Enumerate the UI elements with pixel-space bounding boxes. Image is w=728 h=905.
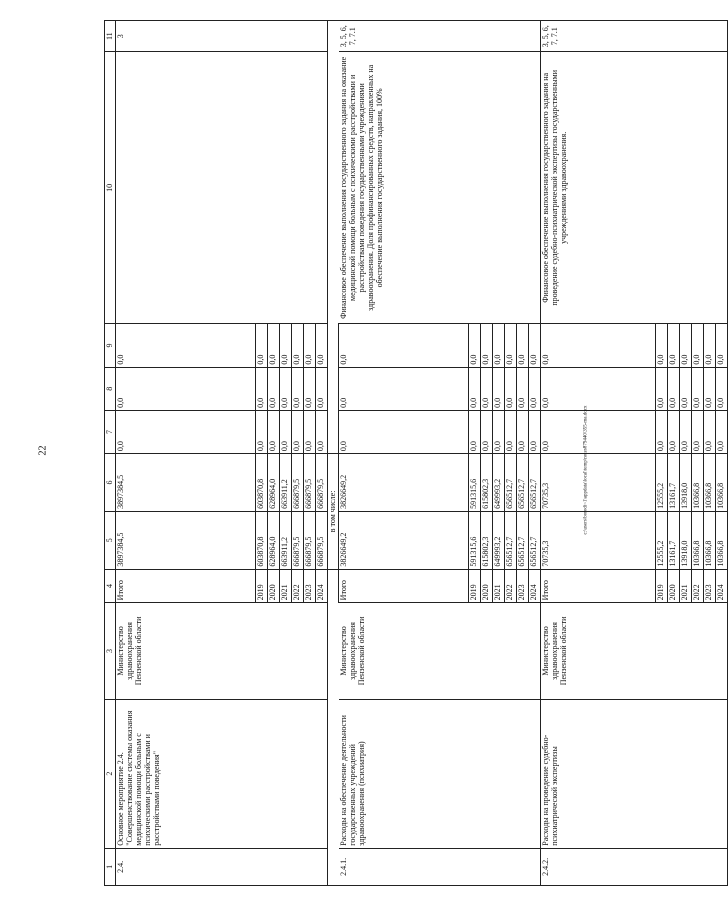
amount-cell: 0,0 xyxy=(541,367,656,410)
amount-cell: 591315,6 xyxy=(469,454,481,512)
activity-number: 2.4.1. xyxy=(339,848,541,885)
amount-cell: 0,0 xyxy=(493,324,505,367)
amount-cell: 649993,2 xyxy=(493,454,505,512)
amount-cell: 656512,7 xyxy=(505,511,517,569)
amount-cell: 0,0 xyxy=(517,324,529,367)
subheading-label: в том числе: xyxy=(328,454,339,569)
year-cell: 2021 xyxy=(493,569,505,603)
amount-cell: 0,0 xyxy=(481,367,493,410)
year-cell: Итого xyxy=(339,569,469,603)
indicator-numbers: 3, 5, 6, 7, 7.1 xyxy=(541,21,728,52)
activity-number: 2.4. xyxy=(116,848,328,885)
year-cell: 2024 xyxy=(529,569,541,603)
amount-cell: 603870,8 xyxy=(256,454,268,512)
amount-cell: 656512,7 xyxy=(529,511,541,569)
amount-cell: 0,0 xyxy=(680,367,692,410)
amount-cell: 0,0 xyxy=(517,367,529,410)
year-cell: Итого xyxy=(541,569,656,603)
year-cell: 2019 xyxy=(656,569,668,603)
amount-cell: 0,0 xyxy=(256,367,268,410)
amount-cell: 0,0 xyxy=(692,410,704,453)
amount-cell: 0,0 xyxy=(505,324,517,367)
amount-cell: 615802,3 xyxy=(481,511,493,569)
year-cell: 2024 xyxy=(316,569,328,603)
amount-cell: 0,0 xyxy=(268,324,280,367)
executor-name: Министерство здравоохранения Пензенской области xyxy=(339,603,541,699)
table-row xyxy=(339,21,469,886)
amount-cell: 3826649,2 xyxy=(339,454,469,512)
amount-cell: 10366,8 xyxy=(704,511,716,569)
amount-cell: 0,0 xyxy=(292,367,304,410)
amount-cell: 603870,8 xyxy=(256,511,268,569)
executor-name: Министерство здравоохранения Пензенской области xyxy=(541,603,728,699)
year-cell: 2020 xyxy=(268,569,280,603)
year-cell: 2019 xyxy=(469,569,481,603)
amount-cell: 666879,5 xyxy=(316,511,328,569)
year-cell: 2021 xyxy=(280,569,292,603)
amount-cell: 0,0 xyxy=(656,324,668,367)
amount-cell: 0,0 xyxy=(656,410,668,453)
amount-cell: 0,0 xyxy=(680,324,692,367)
expected-result xyxy=(116,52,328,324)
amount-cell: 3897384,5 xyxy=(116,454,256,512)
column-number: 4 xyxy=(105,569,116,603)
amount-cell: 663911,2 xyxy=(280,454,292,512)
amount-cell: 666879,5 xyxy=(292,511,304,569)
amount-cell: 0,0 xyxy=(704,324,716,367)
amount-cell: 0,0 xyxy=(316,324,328,367)
amount-cell: 656512,7 xyxy=(505,454,517,512)
amount-cell: 0,0 xyxy=(316,367,328,410)
amount-cell: 0,0 xyxy=(493,410,505,453)
amount-cell: 0,0 xyxy=(505,410,517,453)
column-number-row xyxy=(105,21,116,886)
amount-cell: 666879,5 xyxy=(316,454,328,512)
amount-cell: 10366,8 xyxy=(692,454,704,512)
amount-cell: 0,0 xyxy=(469,324,481,367)
page-number: 22 xyxy=(37,445,49,456)
amount-cell: 0,0 xyxy=(692,324,704,367)
amount-cell: 3897384,5 xyxy=(116,511,256,569)
amount-cell: 0,0 xyxy=(716,367,728,410)
amount-cell: 656512,7 xyxy=(529,454,541,512)
amount-cell: 10366,8 xyxy=(716,511,728,569)
amount-cell: 0,0 xyxy=(339,410,469,453)
amount-cell: 0,0 xyxy=(316,410,328,453)
year-cell: 2020 xyxy=(668,569,680,603)
column-number: 7 xyxy=(105,410,116,453)
indicator-numbers: 3, 5, 6, 7, 7.1 xyxy=(339,21,541,52)
year-cell: Итого xyxy=(116,569,256,603)
amount-cell: 0,0 xyxy=(704,367,716,410)
table-row xyxy=(541,21,656,886)
amount-cell: 591315,6 xyxy=(469,511,481,569)
activity-name: Расходы на обеспечение деятельности государственных учреждений здравоохранения (психиатрия) xyxy=(339,699,541,848)
amount-cell: 0,0 xyxy=(481,410,493,453)
amount-cell: 0,0 xyxy=(469,410,481,453)
amount-cell: 0,0 xyxy=(280,367,292,410)
amount-cell: 0,0 xyxy=(529,410,541,453)
year-cell: 2022 xyxy=(692,569,704,603)
amount-cell: 70735,3 xyxy=(541,454,656,512)
amount-cell: 628964,0 xyxy=(268,454,280,512)
year-cell: 2022 xyxy=(292,569,304,603)
amount-cell: 13161,7 xyxy=(668,454,680,512)
amount-cell: 666879,5 xyxy=(304,454,316,512)
table-row xyxy=(116,21,256,886)
amount-cell: 0,0 xyxy=(668,367,680,410)
subheading-spacer xyxy=(328,21,339,454)
year-cell: 2020 xyxy=(481,569,493,603)
expected-result: Финансовое обеспечение выполнения государственного задания на проведение судебно-психиатрической экспертизы государственными учреждениями здравоохранения. xyxy=(541,52,728,324)
amount-cell: 0,0 xyxy=(304,324,316,367)
amount-cell: 0,0 xyxy=(529,367,541,410)
amount-cell: 0,0 xyxy=(541,410,656,453)
column-number: 6 xyxy=(105,454,116,512)
amount-cell: 666879,5 xyxy=(304,511,316,569)
year-cell: 2023 xyxy=(304,569,316,603)
amount-cell: 0,0 xyxy=(292,324,304,367)
amount-cell: 0,0 xyxy=(280,324,292,367)
amount-cell: 0,0 xyxy=(304,367,316,410)
amount-cell: 0,0 xyxy=(268,367,280,410)
amount-cell: 0,0 xyxy=(256,324,268,367)
footer-file-path: c:\users\borodi~1\appdata\local\temp\notes879440\355-ma.docx xyxy=(583,405,589,535)
amount-cell: 0,0 xyxy=(680,410,692,453)
amount-cell: 0,0 xyxy=(268,410,280,453)
year-cell: 2022 xyxy=(505,569,517,603)
amount-cell: 13161,7 xyxy=(668,511,680,569)
amount-cell: 12555,2 xyxy=(656,454,668,512)
amount-cell: 0,0 xyxy=(541,324,656,367)
column-number: 10 xyxy=(105,52,116,324)
amount-cell: 666879,5 xyxy=(292,454,304,512)
amount-cell: 0,0 xyxy=(668,410,680,453)
amount-cell: 0,0 xyxy=(339,324,469,367)
amount-cell: 0,0 xyxy=(493,367,505,410)
amount-cell: 0,0 xyxy=(116,410,256,453)
amount-cell: 0,0 xyxy=(256,410,268,453)
amount-cell: 649993,2 xyxy=(493,511,505,569)
amount-cell: 656512,7 xyxy=(517,511,529,569)
amount-cell: 0,0 xyxy=(656,367,668,410)
amount-cell: 656512,7 xyxy=(517,454,529,512)
activity-name: Расходы на проведение судебно-психиатрической экспертизы xyxy=(541,699,728,848)
amount-cell: 10366,8 xyxy=(692,511,704,569)
amount-cell: 3826649,2 xyxy=(339,511,469,569)
year-cell: 2023 xyxy=(517,569,529,603)
amount-cell: 628964,0 xyxy=(268,511,280,569)
year-cell: 2023 xyxy=(704,569,716,603)
activity-name: Основное мероприятие 2.4. "Совершенствование системы оказания медицинской помощи больным с психическими расстройствами и расстройствами поведения" xyxy=(116,699,328,848)
column-number: 11 xyxy=(105,21,116,52)
table-body xyxy=(105,21,728,886)
amount-cell: 12555,2 xyxy=(656,511,668,569)
amount-cell: 0,0 xyxy=(668,324,680,367)
amount-cell: 0,0 xyxy=(716,324,728,367)
amount-cell: 0,0 xyxy=(481,324,493,367)
column-number: 1 xyxy=(105,848,116,885)
amount-cell: 663911,2 xyxy=(280,511,292,569)
year-cell: 2021 xyxy=(680,569,692,603)
indicator-numbers: 3 xyxy=(116,21,328,52)
subheading-row xyxy=(328,21,339,886)
amount-cell: 70735,3 xyxy=(541,511,656,569)
column-number: 2 xyxy=(105,699,116,848)
amount-cell: 0,0 xyxy=(280,410,292,453)
amount-cell: 0,0 xyxy=(116,367,256,410)
amount-cell: 0,0 xyxy=(304,410,316,453)
year-cell: 2019 xyxy=(256,569,268,603)
column-number: 9 xyxy=(105,324,116,367)
column-number: 8 xyxy=(105,367,116,410)
amount-cell: 0,0 xyxy=(116,324,256,367)
activity-number: 2.4.2. xyxy=(541,848,728,885)
amount-cell: 13918,0 xyxy=(680,511,692,569)
amount-cell: 13918,0 xyxy=(680,454,692,512)
subheading-spacer xyxy=(328,569,339,885)
amount-cell: 10366,8 xyxy=(704,454,716,512)
amount-cell: 0,0 xyxy=(517,410,529,453)
expected-result: Финансовое обеспечение выполнения государственного задания на оказание медицинской помощи больным с психическими расстройствами и расстройствами поведения государственными учреждениями здравоохранения. Доля профинансированных средств, направленных на обеспечение выполнения государственного задания, 100% xyxy=(339,52,541,324)
year-cell: 2024 xyxy=(716,569,728,603)
amount-cell: 0,0 xyxy=(704,410,716,453)
amount-cell: 0,0 xyxy=(505,367,517,410)
program-activities-table xyxy=(104,20,728,886)
amount-cell: 0,0 xyxy=(469,367,481,410)
amount-cell: 10366,8 xyxy=(716,454,728,512)
executor-name: Министерство здравоохранения Пензенской области xyxy=(116,603,328,699)
column-number: 3 xyxy=(105,603,116,699)
amount-cell: 0,0 xyxy=(529,324,541,367)
column-number: 5 xyxy=(105,511,116,569)
amount-cell: 0,0 xyxy=(292,410,304,453)
amount-cell: 615802,3 xyxy=(481,454,493,512)
amount-cell: 0,0 xyxy=(339,367,469,410)
amount-cell: 0,0 xyxy=(692,367,704,410)
amount-cell: 0,0 xyxy=(716,410,728,453)
